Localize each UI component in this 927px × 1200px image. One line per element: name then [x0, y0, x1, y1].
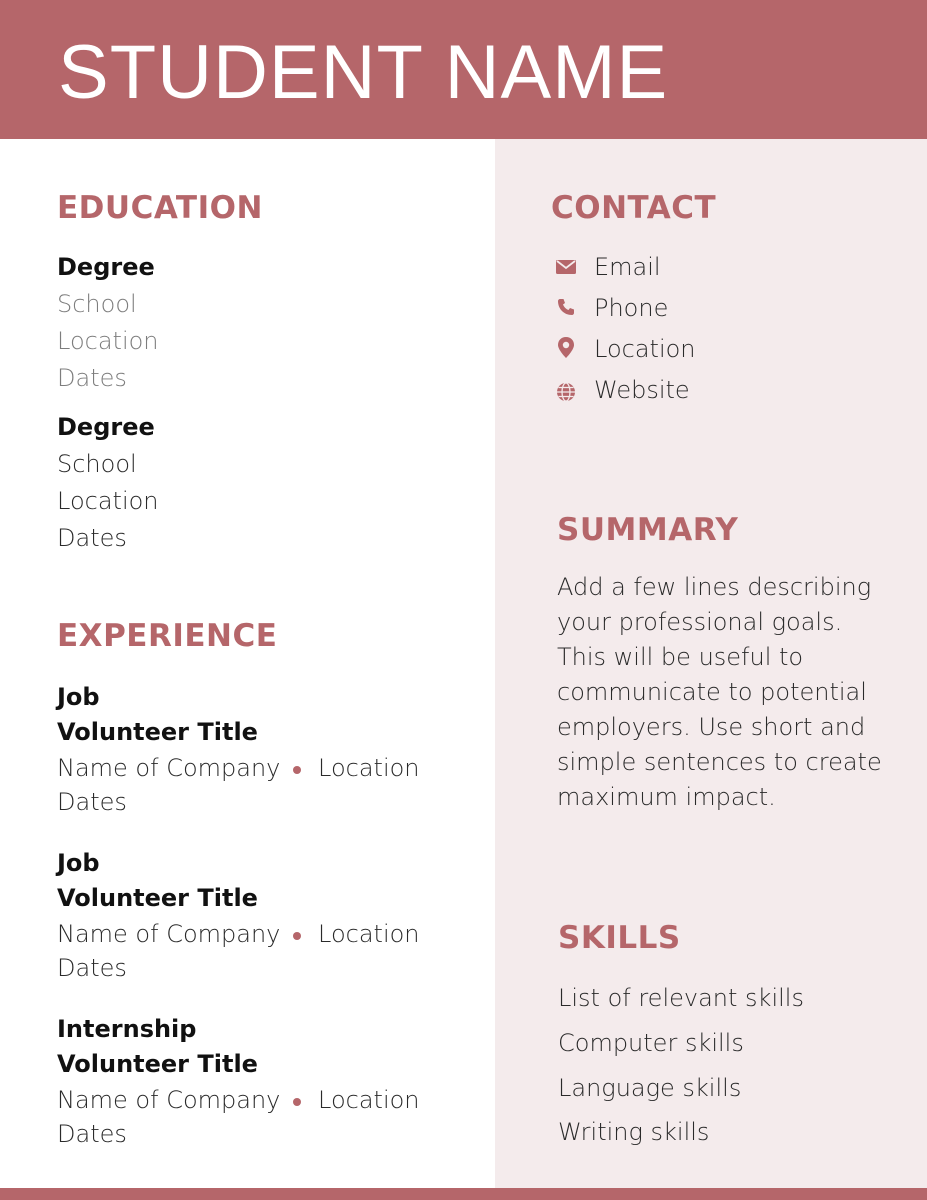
- job-title: Volunteer Title: [57, 1050, 258, 1078]
- education-location: Location: [57, 487, 159, 515]
- education-dates: Dates: [57, 364, 127, 392]
- separator-dot: [293, 766, 301, 774]
- globe-icon: [555, 381, 577, 403]
- degree: Degree: [57, 413, 155, 441]
- summary-title: SUMMARY: [557, 512, 739, 548]
- job-location: Location: [318, 754, 420, 782]
- job-role: Job: [57, 683, 100, 711]
- job-dates: Dates: [57, 954, 127, 982]
- phone-icon: [555, 296, 577, 318]
- company-name: Name of Company: [57, 754, 281, 782]
- job-role: Internship: [57, 1015, 197, 1043]
- job-title: Volunteer Title: [57, 718, 258, 746]
- header-banner: [0, 0, 927, 139]
- education-title: EDUCATION: [57, 190, 263, 226]
- education-location: Location: [57, 327, 159, 355]
- skills-title: SKILLS: [558, 920, 681, 956]
- degree: Degree: [57, 253, 155, 281]
- separator-dot: [293, 1098, 301, 1106]
- job-location: Location: [318, 1086, 420, 1114]
- student-name: STUDENT NAME: [58, 30, 669, 115]
- contact-email-label: Email: [594, 253, 661, 281]
- separator-dot: [293, 932, 301, 940]
- education-dates: Dates: [57, 524, 127, 552]
- job-dates: Dates: [57, 788, 127, 816]
- job-dates: Dates: [57, 1120, 127, 1148]
- summary-text: Add a few lines describing your professional goals. This will be useful to communicate to potential employers. Use short and simple sentences to create maximum impact.: [557, 573, 882, 811]
- skill-item: List of relevant skills: [558, 984, 804, 1012]
- skill-item: Writing skills: [558, 1118, 710, 1146]
- experience-title: EXPERIENCE: [57, 618, 278, 654]
- footer-bar: [0, 1188, 927, 1200]
- contact-website-label: Website: [594, 376, 690, 404]
- email-icon: [555, 256, 577, 278]
- location-pin-icon: [555, 337, 577, 359]
- contact-phone-label: Phone: [594, 294, 669, 322]
- job-title: Volunteer Title: [57, 884, 258, 912]
- contact-location-label: Location: [594, 335, 696, 363]
- school: School: [57, 450, 137, 478]
- company-name: Name of Company: [57, 1086, 281, 1114]
- school: School: [57, 290, 137, 318]
- contact-title: CONTACT: [551, 190, 717, 226]
- skill-item: Language skills: [558, 1074, 742, 1102]
- company-name: Name of Company: [57, 920, 281, 948]
- job-role: Job: [57, 849, 100, 877]
- job-location: Location: [318, 920, 420, 948]
- skill-item: Computer skills: [558, 1029, 744, 1057]
